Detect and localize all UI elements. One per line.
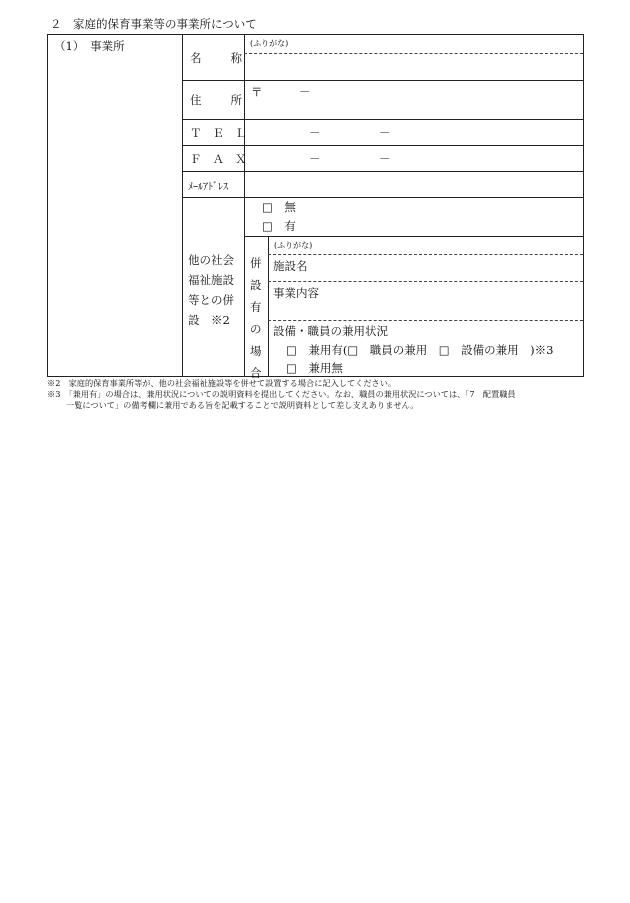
label-line: 他の社会 xyxy=(188,253,234,267)
tel-label: ＴＥＬ xyxy=(190,126,258,140)
option-label: 設備の兼用 )※3 xyxy=(461,343,554,357)
other-facility-label xyxy=(188,250,234,330)
option-label: 無 xyxy=(284,200,296,214)
checkbox[interactable]: □ xyxy=(262,200,273,214)
business-label: 事業内容 xyxy=(273,286,319,300)
checkbox[interactable]: □ xyxy=(286,361,297,375)
postal-mark: 〒 xyxy=(251,85,263,99)
option-label: 兼用有( xyxy=(308,343,348,357)
checkbox-staff[interactable]: □ xyxy=(347,343,359,357)
furigana-label: (ふりがな) xyxy=(250,39,289,48)
checkbox[interactable]: □ xyxy=(262,219,273,233)
label-char: の xyxy=(250,322,262,336)
tel-dash-1: － xyxy=(309,126,321,140)
label-line: 福祉施設 xyxy=(188,273,234,287)
name-furigana-field[interactable] xyxy=(245,35,583,53)
label-char: 合 xyxy=(250,366,262,380)
fax-field[interactable] xyxy=(245,146,583,171)
tel-dash-2: － xyxy=(379,126,391,140)
shared-yes-option[interactable] xyxy=(286,342,553,358)
option-label: 職員の兼用 xyxy=(369,343,428,357)
facility-furigana-label: (ふりがな) xyxy=(274,241,313,250)
label-char: 場 xyxy=(250,344,262,358)
shared-no-option[interactable] xyxy=(286,360,343,376)
label-char: 併 xyxy=(250,256,262,270)
section-title: ２ 家庭的保育事業等の事業所について xyxy=(50,17,257,31)
option-yes[interactable] xyxy=(262,218,296,234)
note-2: ※2 家庭的保育事業所等が、他の社会福祉施設等を併せて設置する場合に記入してください。 xyxy=(47,378,397,388)
checkbox-equipment[interactable]: □ xyxy=(438,343,450,357)
tel-field[interactable] xyxy=(245,120,583,145)
facility-name-label: 施設名 xyxy=(273,259,308,273)
note-3-cont: 一覧について」の備考欄に兼用である旨を記載することで説明資料として差し支えありません。 xyxy=(66,400,419,410)
option-label: 有 xyxy=(284,219,296,233)
email-field[interactable] xyxy=(245,172,583,197)
label-line: 等との併 xyxy=(188,293,234,307)
fax-dash-1: － xyxy=(309,152,321,166)
shared-status-label: 設備・職員の兼用状況 xyxy=(273,324,388,338)
email-label: ﾒｰﾙｱﾄﾞﾚｽ xyxy=(188,182,228,193)
label-char: 設 xyxy=(250,278,262,292)
name-field[interactable] xyxy=(245,54,583,80)
row-header: （1） 事業所 xyxy=(54,39,125,53)
option-label: 兼用無 xyxy=(308,361,343,375)
note-3: ※3 「兼用有」の場合は、兼用状況についての説明資料を提出してください。なお、職員の兼用状況については、「7 配置職員 xyxy=(47,389,516,399)
if-yes-label xyxy=(250,252,262,384)
postal-dash: － xyxy=(299,85,311,99)
address-field[interactable] xyxy=(245,81,583,119)
address-label: 住 所 xyxy=(190,93,244,107)
name-label: 名 称 xyxy=(190,51,244,65)
label-line: 設 ※2 xyxy=(188,313,230,327)
label-char: 有 xyxy=(250,300,262,314)
fax-dash-2: － xyxy=(379,152,391,166)
checkbox[interactable]: □ xyxy=(286,343,297,357)
option-none[interactable] xyxy=(262,199,296,215)
fax-label: ＦＡＸ xyxy=(190,152,258,166)
